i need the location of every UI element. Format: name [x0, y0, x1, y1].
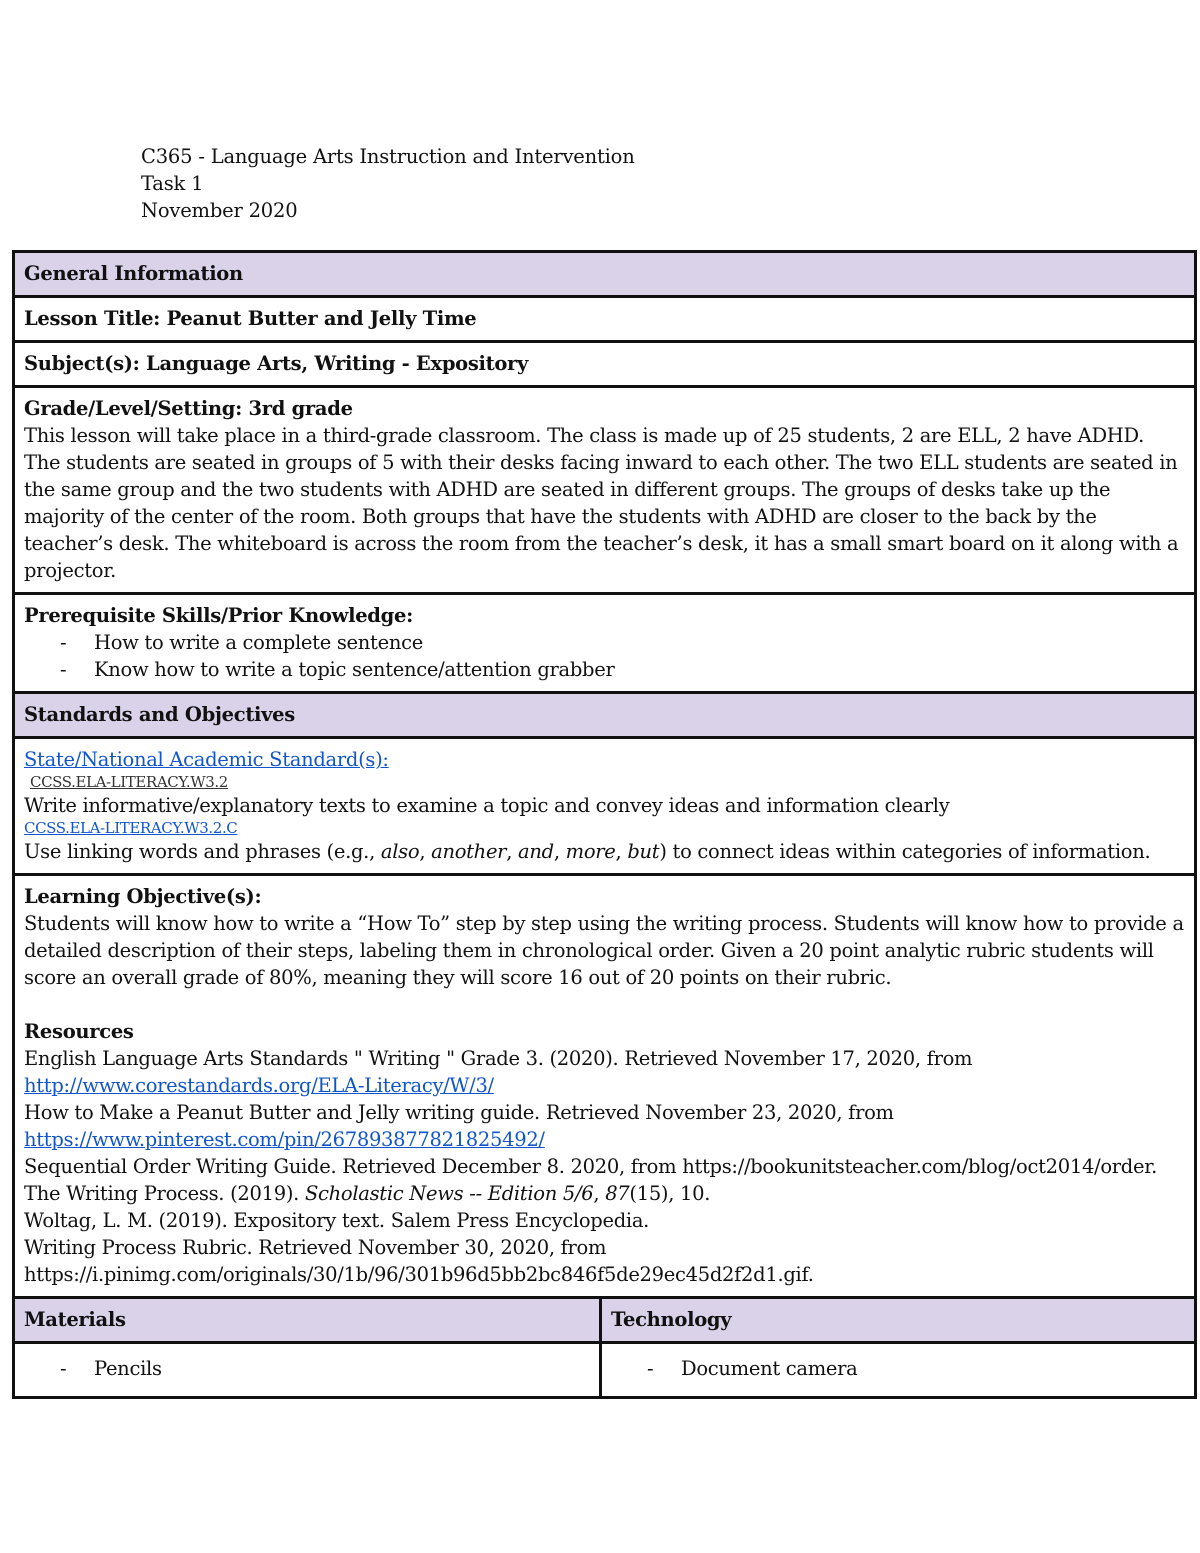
- standards-row: [14, 738, 1196, 875]
- resource-item: Woltag, L. M. (2019). Expository text. Salem Press Encyclopedia.: [24, 1209, 650, 1232]
- task-label: Task 1: [141, 172, 204, 195]
- objectives-row: [14, 875, 1196, 1298]
- prereq-label: Prerequisite Skills/Prior Knowledge:: [24, 604, 413, 627]
- objectives-cell: [14, 875, 1196, 1298]
- resource-item: Writing Process Rubric. Retrieved November 30, 2020, from: [24, 1236, 607, 1259]
- document-header: [141, 143, 635, 224]
- resource-item: Sequential Order Writing Guide. Retrieved December 8. 2020, from https://bookunitsteacher.com/blog/oct2014/order.: [24, 1155, 1158, 1178]
- standards-heading-row: [14, 693, 1196, 738]
- setting-cell: [14, 387, 1196, 594]
- document-date: November 2020: [141, 199, 298, 222]
- materials-list: [24, 1355, 590, 1382]
- list-item: - Pencils: [24, 1355, 590, 1382]
- technology-heading: Technology: [601, 1298, 1196, 1343]
- prereq-row: [14, 594, 1196, 693]
- course-title: C365 - Language Arts Instruction and Intervention: [141, 145, 635, 168]
- resource-link[interactable]: https://www.pinterest.com/pin/267893877821825492/: [24, 1128, 545, 1151]
- technology-cell: [601, 1343, 1196, 1398]
- materials-cell: [14, 1343, 601, 1398]
- resource-item: English Language Arts Standards " Writing " Grade 3. (2020). Retrieved November 17, 2020, from: [24, 1047, 973, 1070]
- resource-item: How to Make a Peanut Butter and Jelly writing guide. Retrieved November 23, 2020, from: [24, 1101, 894, 1124]
- standard-link[interactable]: State/National Academic Standard(s):: [24, 748, 389, 771]
- standard-code-link[interactable]: CCSS.ELA-LITERACY.W3.2: [30, 773, 228, 791]
- general-info-heading: General Information: [14, 252, 1196, 297]
- materials-tech-heading-row: [14, 1298, 1196, 1343]
- technology-list: [611, 1355, 1185, 1382]
- materials-tech-row: [14, 1343, 1196, 1398]
- subjects-row: [14, 342, 1196, 387]
- general-info-row: [14, 252, 1196, 297]
- standards-heading: Standards and Objectives: [14, 693, 1196, 738]
- standard-text: Write informative/explanatory texts to examine a topic and convey ideas and information clearly: [24, 794, 950, 817]
- setting-description: This lesson will take place in a third-grade classroom. The class is made up of 25 students, 2 are ELL, 2 have ADHD. The students are seated in groups of 5 with their desks facing inward to each other. The two ELL students are seated in the same group and the two students with ADHD are seated in different groups. The groups of desks take up the majority of the center of the room. Both groups that have the students with ADHD are closer to the back by the teacher’s desk. The whiteboard is across the room from the teacher’s desk, it has a small smart board on it along with a projector.: [24, 424, 1179, 582]
- standard-text-linking: Use linking words and phrases (e.g., also, another, and, more, but) to connect ideas within categories of information.: [24, 840, 1151, 863]
- list-item: - Document camera: [611, 1355, 1185, 1382]
- standards-cell: [14, 738, 1196, 875]
- subjects: Subject(s): Language Arts, Writing - Expository: [14, 342, 1196, 387]
- setting-row: [14, 387, 1196, 594]
- lesson-title-row: [14, 297, 1196, 342]
- lesson-plan-table: [12, 250, 1197, 1399]
- learning-objectives-text: Students will know how to write a “How To” step by step using the writing process. Students will know how to provide a detailed description of their steps, labeling them in chronological order. Given a 20 point analytic rubric students will score an overall grade of 80%, meaning they will score 16 out of 20 points on their rubric.: [24, 912, 1184, 989]
- prereq-list: [24, 629, 1185, 683]
- list-item: - How to write a complete sentence: [24, 629, 1185, 656]
- lesson-title: Lesson Title: Peanut Butter and Jelly Time: [14, 297, 1196, 342]
- resource-link[interactable]: http://www.corestandards.org/ELA-Literacy/W/3/: [24, 1074, 494, 1097]
- materials-heading: Materials: [14, 1298, 601, 1343]
- resources-label: Resources: [24, 1020, 134, 1043]
- standard-code-link[interactable]: CCSS.ELA-LITERACY.W3.2.C: [24, 819, 238, 837]
- prereq-cell: [14, 594, 1196, 693]
- learning-objectives-label: Learning Objective(s):: [24, 885, 262, 908]
- grade-level-setting-label: Grade/Level/Setting: 3rd grade: [24, 397, 353, 420]
- list-item: - Know how to write a topic sentence/attention grabber: [24, 656, 1185, 683]
- resource-url: https://i.pinimg.com/originals/30/1b/96/301b96d5bb2bc846f5de29ec45d2f2d1.gif.: [24, 1263, 814, 1286]
- resource-item: The Writing Process. (2019). Scholastic News -- Edition 5/6, 87(15), 10.: [24, 1182, 711, 1205]
